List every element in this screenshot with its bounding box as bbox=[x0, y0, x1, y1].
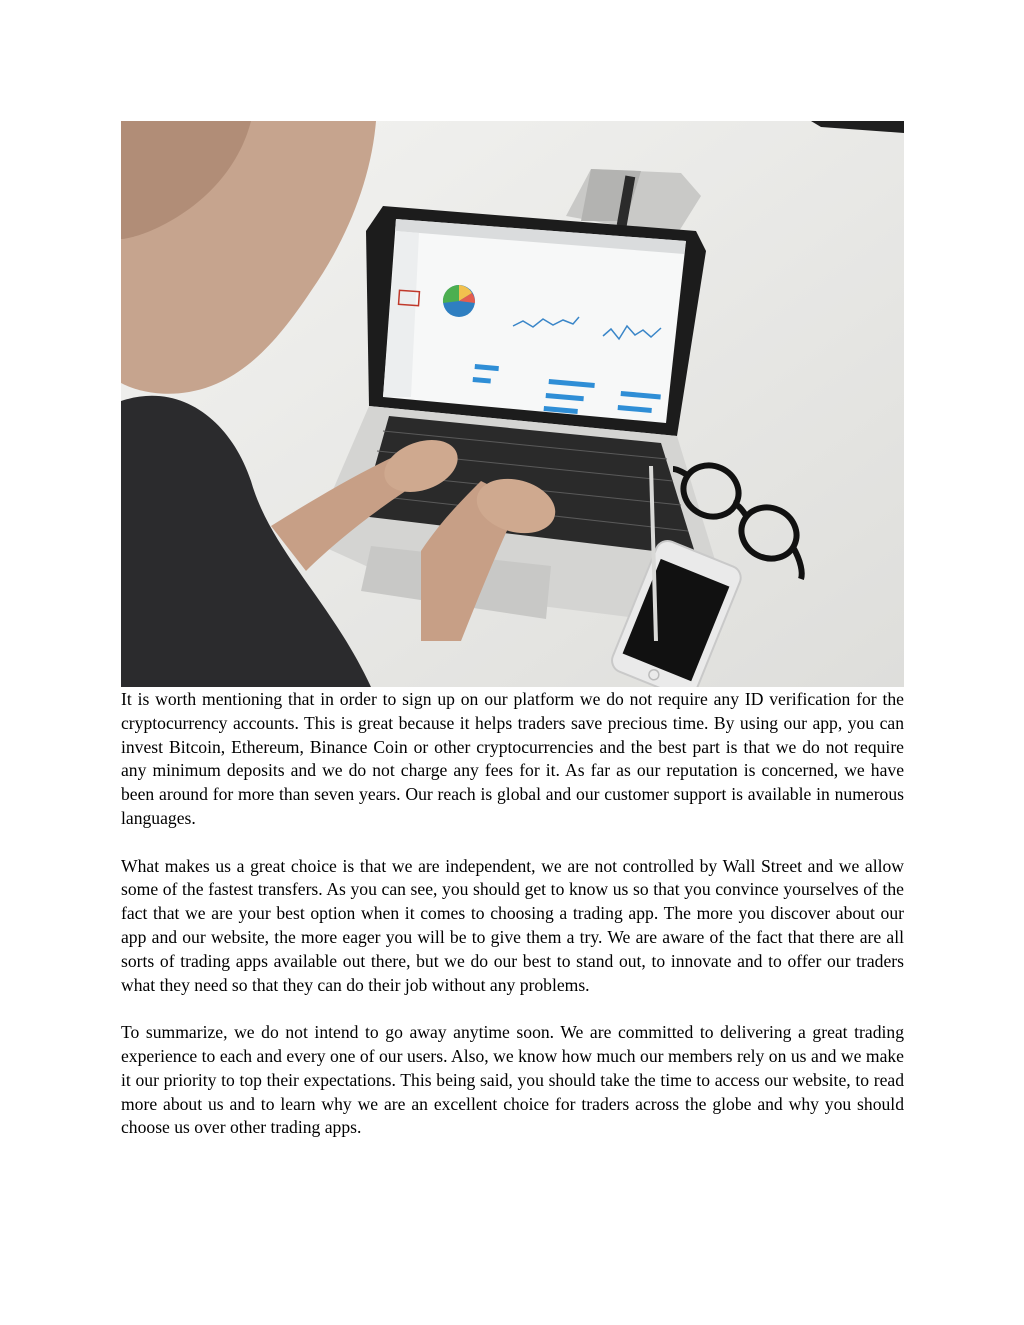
paragraph-3: To summarize, we do not intend to go away anytime soon. We are committed to delivering a great trading experience to each and every one of our users. Also, we know how much our members rely on us and we make it our priority to top their expectations. This being said, you should take the time to access our website, to read more about us and to learn why we are an excellent choice for traders across the globe and why you should choose us over other trading apps. bbox=[121, 1022, 904, 1138]
paragraph-2: What makes us a great choice is that we are independent, we are not controlled by Wall Street and we allow some of the fastest transfers. As you can see, you should get to know us so that you convince yourselves of the fact that we are your best option when it comes to choosing a trading app. The more you discover about our app and our website, the more eager you will be to give them a try. We are aware of the fact that there are all sorts of trading apps available out there, but we do our best to stand out, to innovate and to offer our traders what they need so that they can do their job without any problems. bbox=[121, 855, 904, 995]
paragraph-1: It is worth mentioning that in order to sign up on our platform we do not require any ID verification for the cryptocurrency accounts. This is great because it helps traders save precious time. By using our app, you can invest Bitcoin, Ethereum, Binance Coin or other cryptocurrencies and the best part is that we do not require any minimum deposits and we do not charge any fees for it. As far as our reputation is concerned, we have been around for more than seven years. Our reach is global and our customer support is available in numerous languages. bbox=[121, 689, 904, 828]
laptop-analytics-photo bbox=[121, 121, 904, 687]
photo-illustration bbox=[121, 121, 904, 687]
article-body bbox=[121, 688, 904, 1164]
